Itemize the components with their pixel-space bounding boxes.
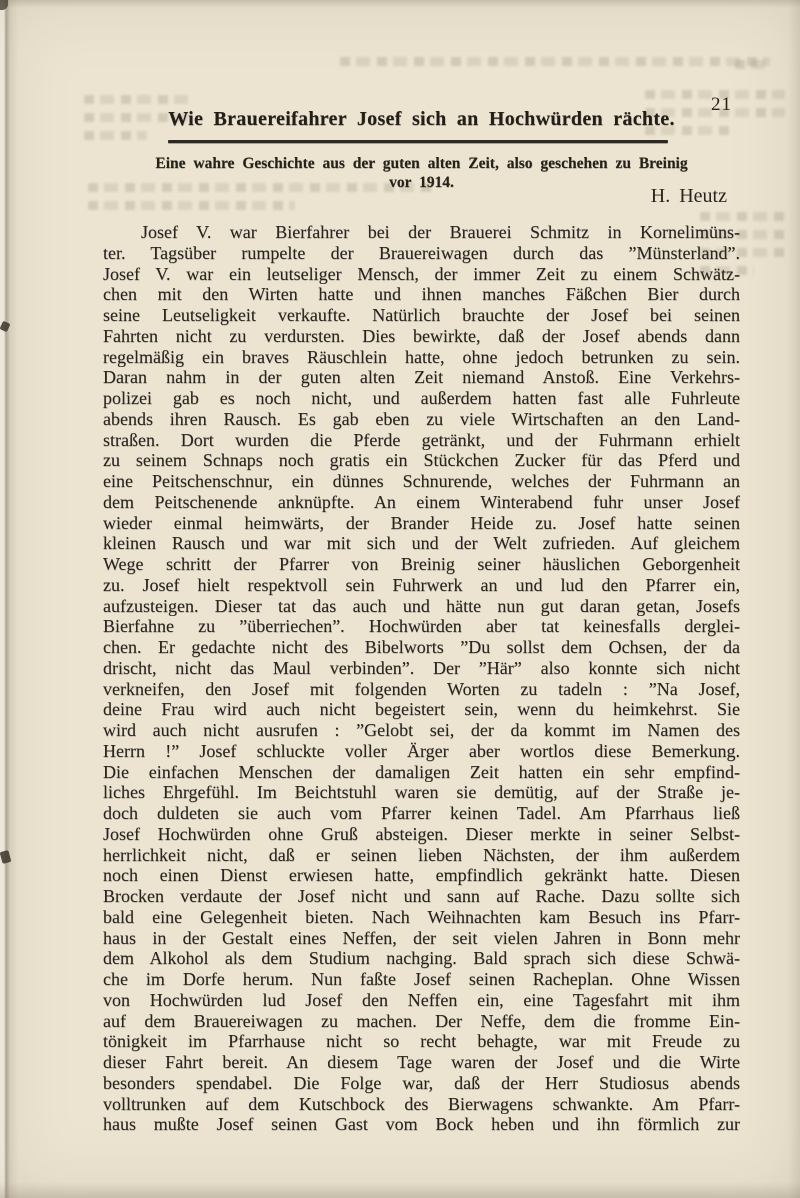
text-line: dieser Fahrt bereit. An diesem Tage waren der Josef und die Wirte [103,1052,740,1072]
text-line: haus mußte Josef seinen Gast vom Bock heben und ihn förmlich zur [103,1114,740,1135]
text-line: seine Leutseligkeit verkaufte. Natürlich brauchte der Josef bei seinen [103,305,740,325]
text-line: Bierfahne zu ”überriechen”. Hochwürden aber tat keinesfalls derglei- [103,616,740,637]
article-title: Wie Brauereifahrer Josef sich an Hochwürden rächte. [168,108,675,130]
text-line: regelmäßig ein braves Räuschlein hatte, ohne jedoch betrunken zu sein. [103,346,740,367]
text-line: Fahrten nicht zu verdursten. Dies bewirkte, daß der Josef abends dann [103,325,740,346]
article-subtitle-line1: Eine wahre Geschichte aus der guten alten Zeit, also geschehen zu Breinig [155,155,688,172]
bleedthrough-smudge [340,57,770,75]
article-body [103,222,740,1135]
scan-artifact [0,850,11,864]
text-line: tönigkeit im Pfarrhause nicht so recht behagte, war mit Freude zu [103,1031,740,1052]
text-line: dem Peitschenende anknüpfte. An einem Winterabend fuhr unser Josef [103,491,740,512]
text-line: besonders spendabel. Die Folge war, daß der Herr Studiosus abends [103,1072,740,1093]
text-line: verkneifen, den Josef mit folgenden Worten zu tadeln : ”Na Josef, [103,678,740,699]
text-line: chen mit den Wirten hatte und ihnen manches Fäßchen Bier durch [103,284,740,305]
text-line: polizei gab es noch nicht, und außerdem hatten fast alle Fuhrleute [103,388,740,408]
text-line: herrlichkeit nicht, daß er seinen lieben Nächsten, der ihm außerdem [103,844,740,865]
text-line: Die einfachen Menschen der damaligen Zeit hatten ein sehr empfind- [103,761,740,782]
text-line: straßen. Dort wurden die Pferde getränkt, und der Fuhrmann erhielt [103,429,740,450]
text-line: drischt, nicht das Maul verbinden”. Der ”Här” also konnte sich nicht [103,657,740,678]
page-number: 21 [711,94,732,115]
text-line: ter. Tagsüber rumpelte der Brauereiwagen durch das ”Münsterland”. [103,242,740,263]
text-line: abends ihren Rausch. Es gab eben zu viele Wirtschaften an den Land- [103,408,740,429]
text-line: noch einen Dienst erwiesen hatte, empfindlich gekränkt hatte. Diesen [103,865,740,886]
text-line: Herrn !” Josef schluckte voller Ärger aber wortlos diese Bemerkung. [103,740,740,761]
text-line: aufzusteigen. Dieser tat das auch und hätte nun gut daran getan, Josefs [103,595,740,616]
text-line: von Hochwürden lud Josef den Neffen ein, eine Tagesfahrt mit ihm [103,989,740,1010]
text-line: Daran nahm in der guten alten Zeit niemand Anstoß. Eine Verkehrs- [103,367,740,388]
text-line: zu. Josef hielt respektvoll sein Fuhrwerk an und lud den Pfarrer ein, [103,574,740,595]
text-line: auf dem Brauereiwagen zu machen. Der Neffe, dem die fromme Ein- [103,1010,740,1031]
bleedthrough-smudge [735,60,769,78]
text-line: liches Ehrgefühl. Im Beichtstuhl waren sie demütig, auf der Straße je- [103,782,740,803]
text-line: bald eine Gelegenheit bieten. Nach Weihnachten kam Besuch ins Pfarr- [103,906,740,927]
text-line: che im Dorfe herum. Nun faßte Josef seinen Racheplan. Ohne Wissen [103,969,740,989]
text-line: volltrunken auf dem Kutschbock des Bierwagens schwankte. Am Pfarr- [103,1093,740,1114]
text-line: Brocken verdaute der Josef nicht und sann auf Rache. Dazu sollte sich [103,886,740,906]
author-name: H. Heutz [650,185,727,207]
text-line: deine Frau wird auch nicht begeistert sein, wenn du heimkehrst. Sie [103,699,740,720]
text-line: haus in der Gestalt eines Neffen, der seit vielen Jahren in Bonn mehr [103,927,740,948]
text-line: wird auch nicht ausrufen : ”Gelobt sei, der da kommt im Namen des [103,720,740,740]
title-rule [168,140,668,143]
text-line: doch duldeten sie auch vom Pfarrer keinen Tadel. Am Pfarrhaus ließ [103,803,740,823]
text-line: Wege schritt der Pfarrer von Breinig seiner häuslichen Geborgenheit [103,554,740,574]
text-line: kleinen Rausch und war mit sich und der Welt zufrieden. Auf gleichem [103,533,740,554]
scan-artifact [0,321,11,333]
text-line: zu seinem Schnaps noch gratis ein Stückchen Zucker für das Pferd und [103,450,740,471]
scan-artifact [0,0,8,10]
text-line: dem Alkohol als dem Studium nachging. Bald sprach sich diese Schwä- [103,948,740,969]
text-line: chen. Er gedachte nicht des Bibelworts ”Du sollst dem Ochsen, der da [103,637,740,657]
text-line: Josef V. war ein leutseliger Mensch, der immer Zeit zu einem Schwätz- [103,263,740,284]
text-line: Josef V. war Bierfahrer bei der Brauerei Schmitz in Kornelimüns- [141,222,740,242]
article-subtitle-line2: vor 1914. [389,174,454,191]
text-line: wieder einmal heimwärts, der Brander Heide zu. Josef hatte seinen [103,512,740,533]
text-line: eine Peitschenschnur, ein dünnes Schnurende, welches der Fuhrmann an [103,471,740,491]
text-line: Josef Hochwürden ohne Gruß absteigen. Dieser merkte in seiner Selbst- [103,823,740,844]
